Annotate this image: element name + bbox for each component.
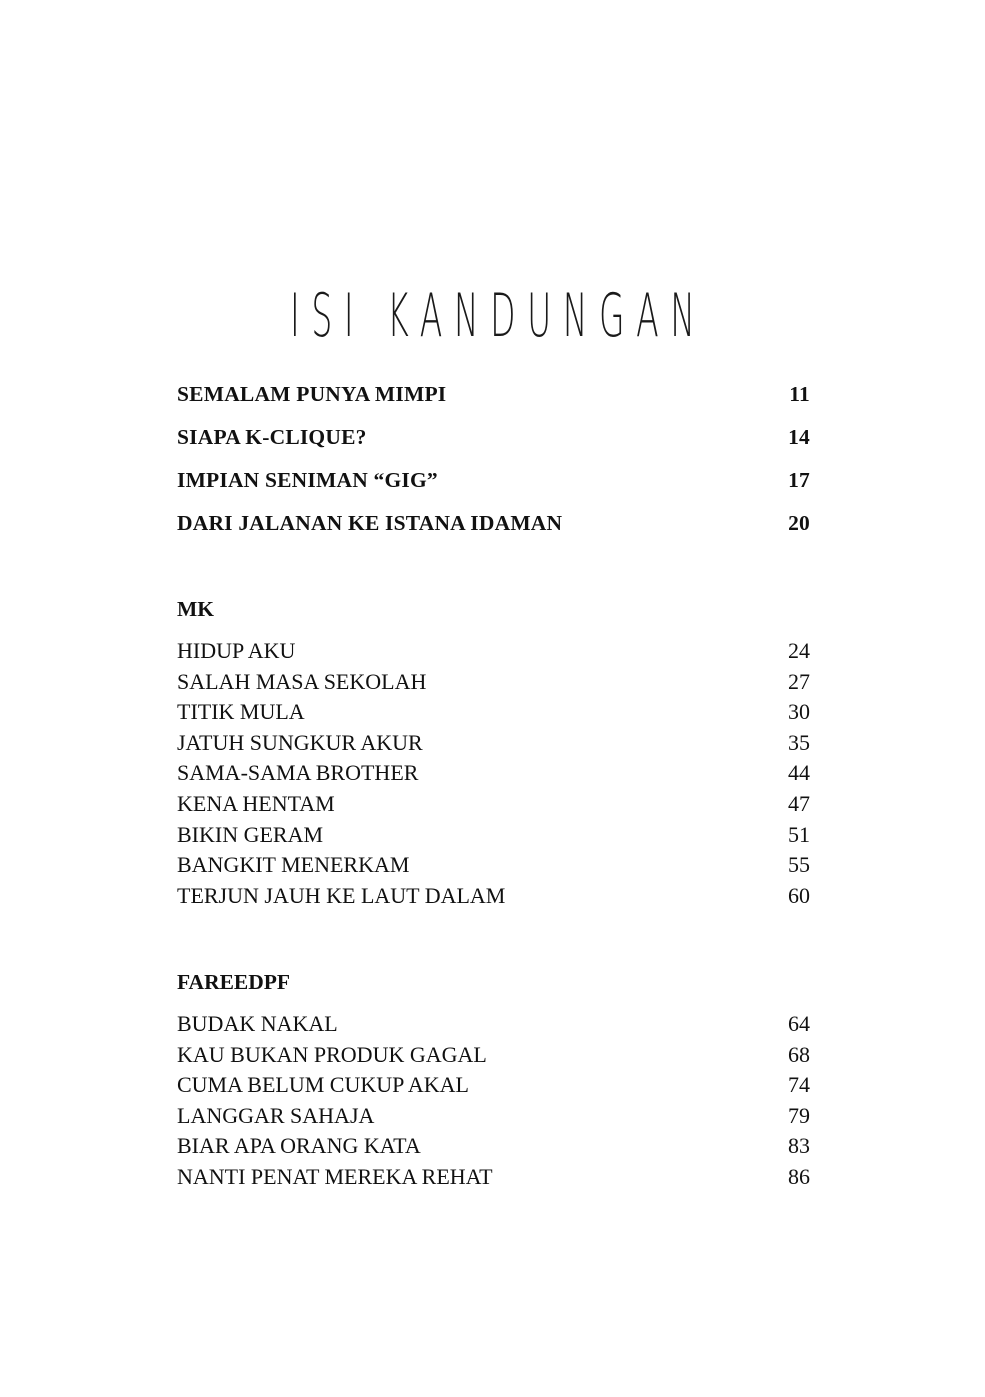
toc-entry-title: JATUH SUNGKUR AKUR <box>177 729 423 755</box>
toc-entry-title: TERJUN JAUH KE LAUT DALAM <box>177 882 506 908</box>
toc-entry-title: SEMALAM PUNYA MIMPI <box>177 382 447 406</box>
toc-entry[interactable] <box>177 820 810 851</box>
toc-entry-page: 44 <box>788 760 810 786</box>
toc-entry[interactable] <box>177 728 810 759</box>
toc-entry-page: 47 <box>788 790 810 816</box>
toc-entry[interactable] <box>177 1162 810 1193</box>
toc-entry-title: CUMA BELUM CUKUP AKAL <box>177 1072 469 1098</box>
toc-entry-page: 86 <box>788 1163 810 1189</box>
toc-entry-page: 68 <box>788 1041 810 1067</box>
toc-section-mk-list <box>177 636 810 911</box>
toc-entry-page: 17 <box>788 468 810 492</box>
toc-entry[interactable] <box>177 1040 810 1071</box>
toc-entry[interactable] <box>177 881 810 912</box>
toc-entry-title: SALAH MASA SEKOLAH <box>177 668 427 694</box>
toc-entry-title: SIAPA K-CLIQUE? <box>177 425 367 449</box>
toc-entry-page: 14 <box>788 425 810 449</box>
toc-section-fareedpf-list <box>177 1009 810 1193</box>
toc-entry-title: BIKIN GERAM <box>177 821 324 847</box>
toc-entry-page: 83 <box>788 1133 810 1159</box>
toc-entry[interactable] <box>177 789 810 820</box>
toc-entry-title: BANGKIT MENERKAM <box>177 852 410 878</box>
section-heading-mk: MK <box>177 597 215 621</box>
toc-entry-title: SAMA-SAMA BROTHER <box>177 760 419 786</box>
toc-entry-page: 35 <box>788 729 810 755</box>
toc-entry-page: 30 <box>788 699 810 725</box>
toc-entry-title: LANGGAR SAHAJA <box>177 1102 375 1128</box>
toc-entry[interactable] <box>177 758 810 789</box>
toc-entry[interactable] <box>177 1101 810 1132</box>
toc-entry-page: 79 <box>788 1102 810 1128</box>
toc-entry[interactable] <box>177 464 810 507</box>
toc-entry-title: NANTI PENAT MEREKA REHAT <box>177 1163 493 1189</box>
toc-entry[interactable] <box>177 1070 810 1101</box>
toc-entry[interactable] <box>177 697 810 728</box>
toc-entry-page: 74 <box>788 1072 810 1098</box>
toc-entry-page: 64 <box>788 1011 810 1036</box>
toc-main-entries <box>177 378 810 550</box>
toc-entry-page: 55 <box>788 852 810 878</box>
toc-entry-title: DARI JALANAN KE ISTANA IDAMAN <box>177 511 563 535</box>
toc-entry[interactable] <box>177 636 810 667</box>
toc-entry-page: 60 <box>788 882 810 908</box>
toc-entry-title: IMPIAN SENIMAN “GIG” <box>177 468 438 492</box>
toc-entry-title: BUDAK NAKAL <box>177 1011 338 1036</box>
toc-entry-page: 51 <box>788 821 810 847</box>
toc-entry[interactable] <box>177 378 810 421</box>
toc-entry[interactable] <box>177 667 810 698</box>
toc-entry-title: TITIK MULA <box>177 699 305 725</box>
section-heading-fareedpf: FAREEDPF <box>177 970 291 994</box>
toc-entry-title: KAU BUKAN PRODUK GAGAL <box>177 1041 487 1067</box>
toc-entry[interactable] <box>177 421 810 464</box>
toc-entry-page: 24 <box>788 638 810 663</box>
toc-entry-title: BIAR APA ORANG KATA <box>177 1133 421 1159</box>
page-title-text: ISI KANDUNGAN <box>290 281 707 352</box>
toc-entry-title: HIDUP AKU <box>177 638 296 663</box>
toc-entry[interactable] <box>177 507 810 550</box>
toc-entry-page: 27 <box>788 668 810 694</box>
toc-entry-title: KENA HENTAM <box>177 790 335 816</box>
toc-entry-page: 11 <box>789 382 810 406</box>
toc-entry-page: 20 <box>788 511 810 535</box>
toc-entry[interactable] <box>177 850 810 881</box>
toc-entry[interactable] <box>177 1009 810 1040</box>
toc-entry[interactable] <box>177 1131 810 1162</box>
page-title <box>222 281 764 352</box>
